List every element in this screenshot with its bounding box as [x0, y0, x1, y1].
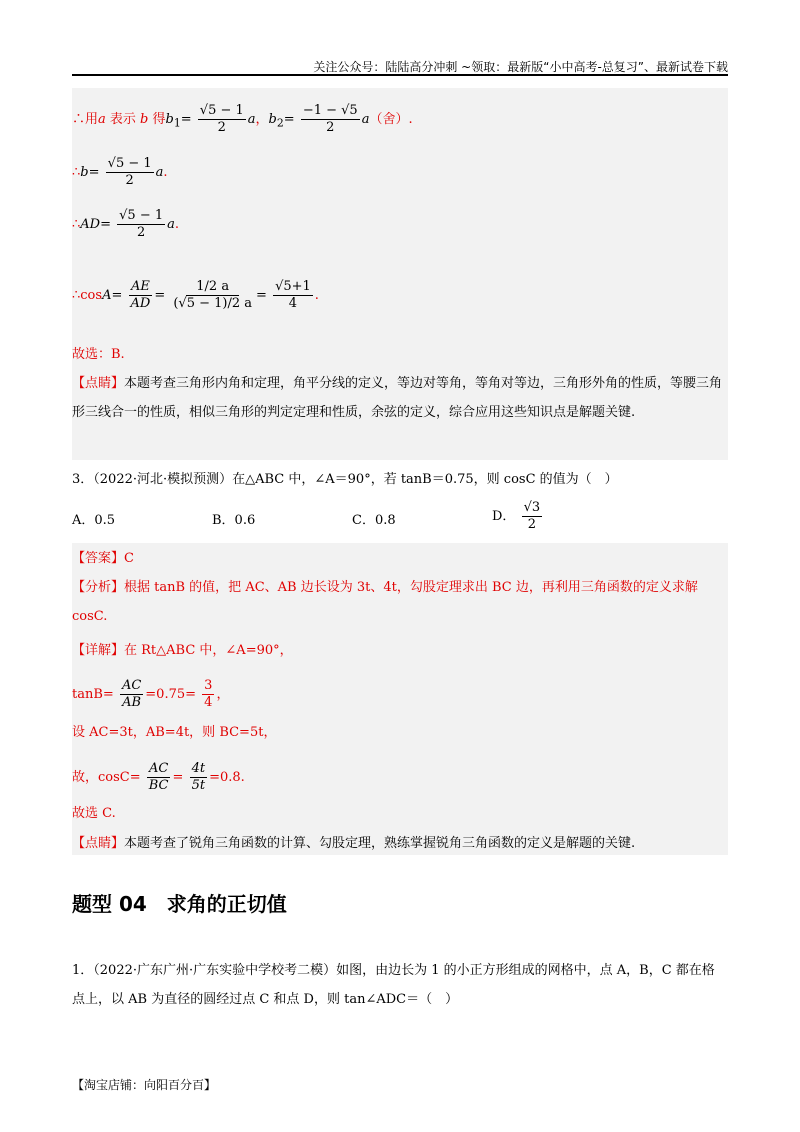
detail-cos-line: 故，cosC= $\frac{AC}{BC}$ = $\frac{4t}{5t}$ =0.8.	[72, 761, 245, 793]
detail-choice: 故选 C.	[72, 806, 116, 821]
answer-line: 【答案】C	[72, 551, 134, 566]
page-header: 关注公众号：陆陆高分冲刺 ~领取：最新版“小中高考-总复习”、最新试卷下载	[313, 60, 728, 74]
option-b[interactable]: B．0.6	[212, 513, 256, 528]
compound-fraction: $\frac{1/2 a}{(√5 - 1)/2 a}$	[173, 279, 253, 311]
option-a[interactable]: A．0.5	[72, 513, 116, 528]
solution-line-cos-a: ∴cosA= $\frac{AE}{AD}$ = $\frac{1/2 a}{(√5 - 1)/2 a}$ = $\frac{√5+1}{4}$ .	[72, 279, 319, 311]
solution-line-ad: ∴AD= $\frac{√5 - 1}{2}$ a.	[72, 208, 180, 240]
fraction: $\frac{√5 - 1}{2}$	[199, 103, 244, 135]
solution-choice: 故选：B.	[72, 347, 125, 362]
fraction: $\frac{-1 - √5}{2}$	[302, 103, 358, 135]
page-footer: 【淘宝店铺：向阳百分百】	[72, 1078, 217, 1092]
fraction: $\frac{√3}{2}$	[523, 500, 541, 532]
header-divider	[72, 74, 728, 76]
solution-line-b: ∴b= $\frac{√5 - 1}{2}$ a.	[72, 156, 168, 188]
option-c[interactable]: C．0.8	[352, 513, 396, 528]
option-d[interactable]: D． $\frac{√3}{2}$	[492, 500, 541, 532]
detail-set-line: 设 AC=3t，AB=4t，则 BC=5t，	[72, 725, 277, 740]
solution-line-b-values: ∴用a 表示 b 得$b_1=$ $\frac{√5 - 1}{2}$ a，$b_2=$ $\frac{-1 - √5}{2}$ a（舍）.	[72, 103, 413, 135]
fraction: $\frac{√5 - 1}{2}$	[107, 156, 152, 188]
fraction: $\frac{AC}{AB}$	[121, 678, 142, 710]
fraction: $\frac{AC}{BC}$	[148, 761, 169, 793]
fraction: $\frac{AE}{AD}$	[130, 279, 151, 311]
question-3-stem: 3．（2022·河北·模拟预测）在△ABC 中，∠A＝90°，若 tanB＝0.75，则 cosC 的值为（ ）	[72, 472, 618, 487]
detail-line-1: 【详解】在 Rt△ABC 中，∠A=90°，	[72, 643, 293, 658]
detail-tan-line: tanB= $\frac{AC}{AB}$ =0.75= $\frac{3}{4}$ ，	[72, 678, 230, 710]
fraction: $\frac{√5+1}{4}$	[275, 279, 311, 311]
section-title: 题型 04 求角的正切值	[72, 892, 287, 916]
question-1-stem: 1．（2022·广东广州·广东实验中学校考二模）如图，由边长为 1 的小正方形组成的网格中，点 A，B，C 都在格点上，以 AB 为直径的圆经过点 C 和点 D，则 tan∠ADC＝（ ）	[72, 963, 715, 1007]
q3-dianjing: 【点睛】本题考查了锐角三角函数的计算、勾股定理，熟练掌握锐角三角函数的定义是解题的关键.	[72, 836, 636, 851]
fraction: $\frac{√5 - 1}{2}$	[119, 208, 164, 240]
fraction: $\frac{4t}{5t}$	[191, 761, 206, 793]
solution-dianjing: 【点睛】本题考查三角形内角和定理，角平分线的定义，等边对等角，等角对等边，三角形外角的性质，等腰三角形三线合一的性质，相似三角形的判定定理和性质，余弦的定义，综合应用这些知识点是解题关键.	[72, 376, 723, 420]
fraction: $\frac{3}{4}$	[204, 678, 213, 710]
analysis-line: 【分析】根据 tanB 的值，把 AC、AB 边长设为 3t、4t，勾股定理求出 BC 边，再利用三角函数的定义求解 cosC.	[72, 580, 698, 624]
